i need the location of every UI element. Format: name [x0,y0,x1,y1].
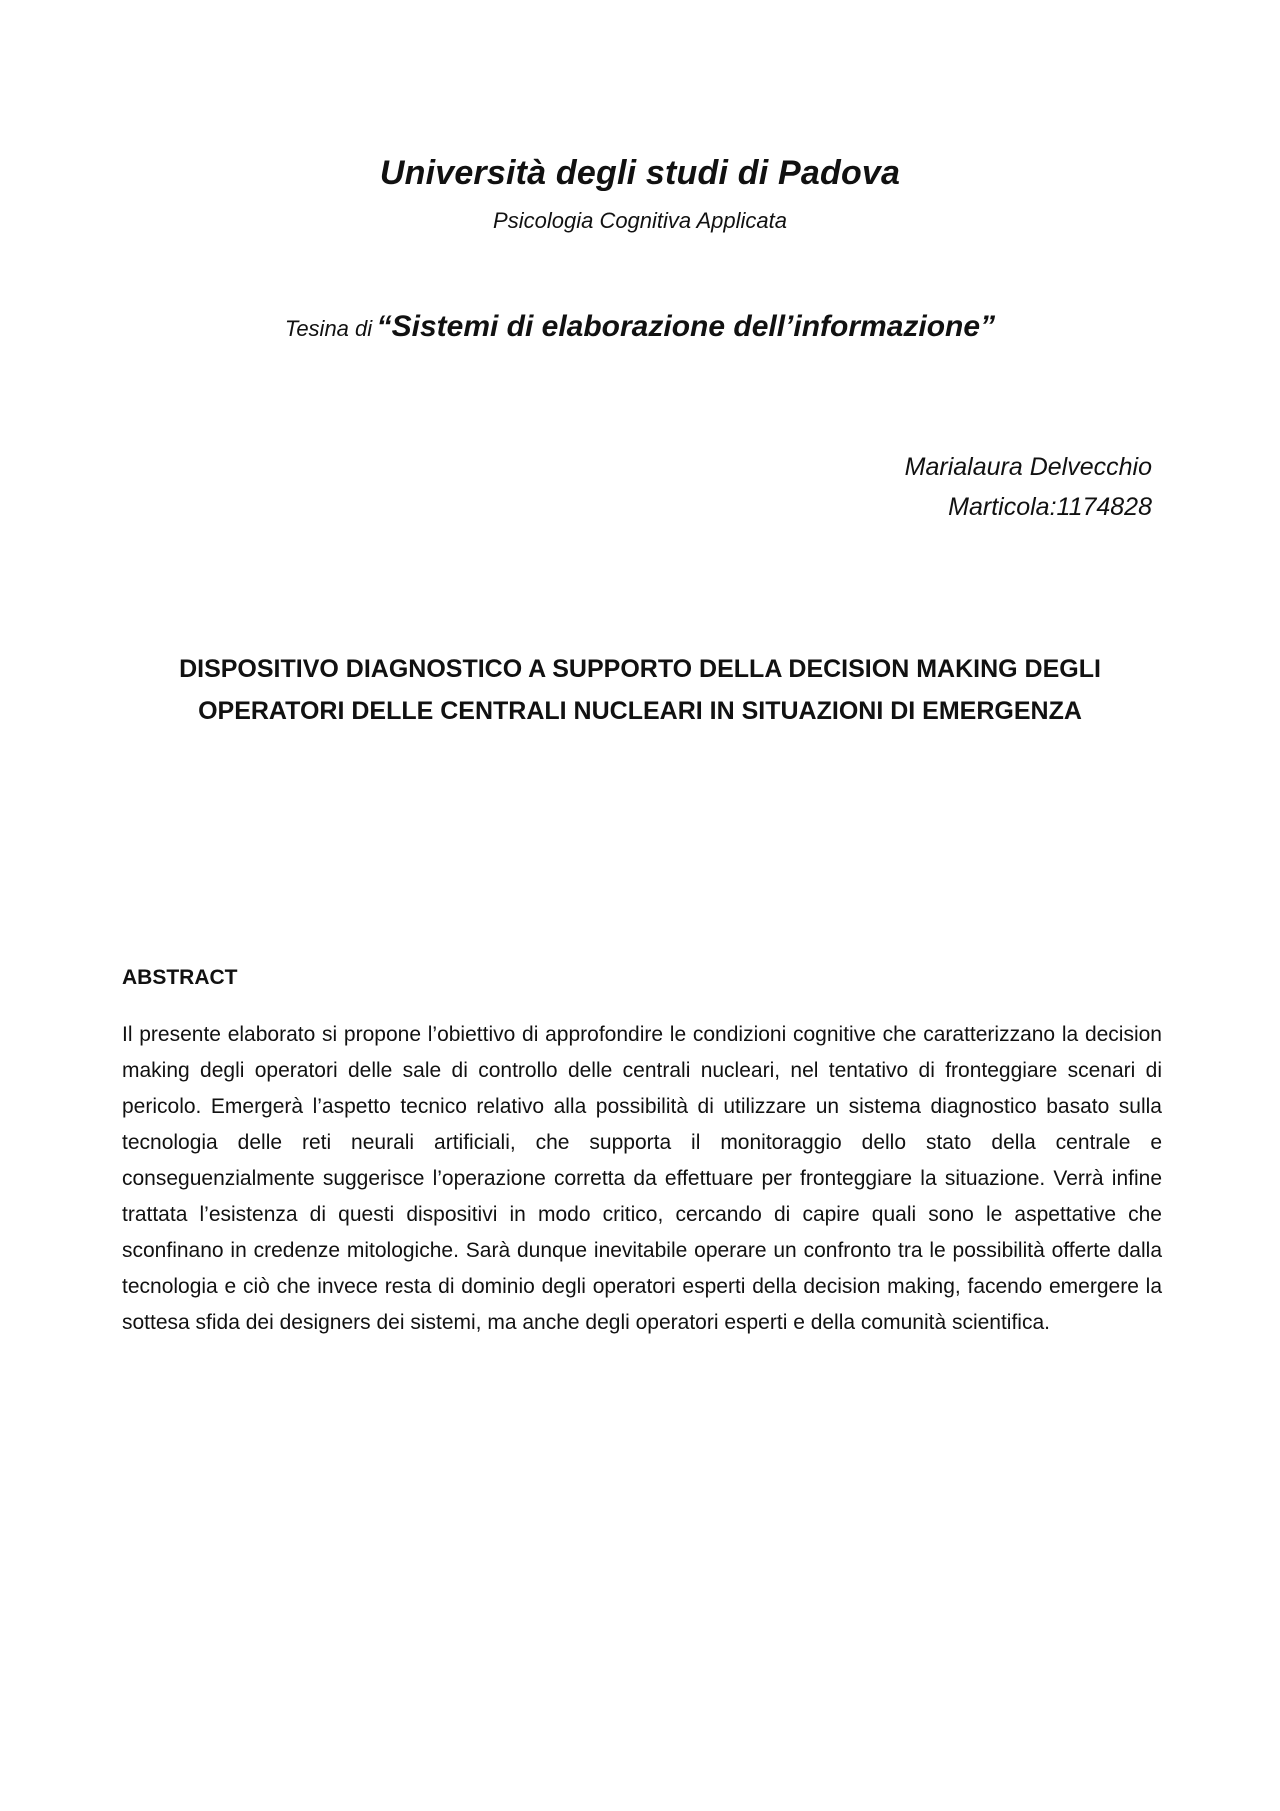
author-block [905,447,1152,527]
author-matricola: Marticola:1174828 [948,493,1152,521]
tesina-prefix: Tesina di [284,316,373,341]
tesina-line [0,310,1280,344]
course-name: Psicologia Cognitiva Applicata [493,208,787,233]
tesina-title: “Sistemi di elaborazione dell’informazione” [376,310,996,343]
abstract-heading: ABSTRACT [122,966,238,989]
thesis-title: DISPOSITIVO DIAGNOSTICO A SUPPORTO DELLA DECISION MAKING DEGLI OPERATORI DELLE CENTRALI NUCLEARI IN SITUAZIONI DI EMERGENZA [179,655,1101,725]
abstract-body: Il presente elaborato si propone l’obiettivo di approfondire le condizioni cognitive che caratterizzano la decision making degli operatori delle sale di controllo delle centrali nucleari, nel tentativo di fronteggiare scenari di pericolo. Emergerà l’aspetto tecnico relativo alla possibilità di utilizzare un sistema diagnostico basato sulla tecnologia delle reti neurali artificiali, che supporta il monitoraggio dello stato della centrale e conseguenzialmente suggerisce l’operazione corretta da effettuare per fronteggiare la situazione. Verrà infine trattata l’esistenza di questi dispositivi in modo critico, cercando di capire quali sono le aspettative che sconfinano in credenze mitologiche. Sarà dunque inevitabile operare un confronto tra le possibilità offerte dalla tecnologia e ciò che invece resta di dominio degli operatori esperti della decision making, facendo emergere la sottesa sfida dei designers dei sistemi, ma anche degli operatori esperti e della comunità scientifica. [122,1023,1162,1334]
author-name: Marialaura Delvecchio [904,453,1152,481]
university-name: Università degli studi di Padova [379,154,901,192]
